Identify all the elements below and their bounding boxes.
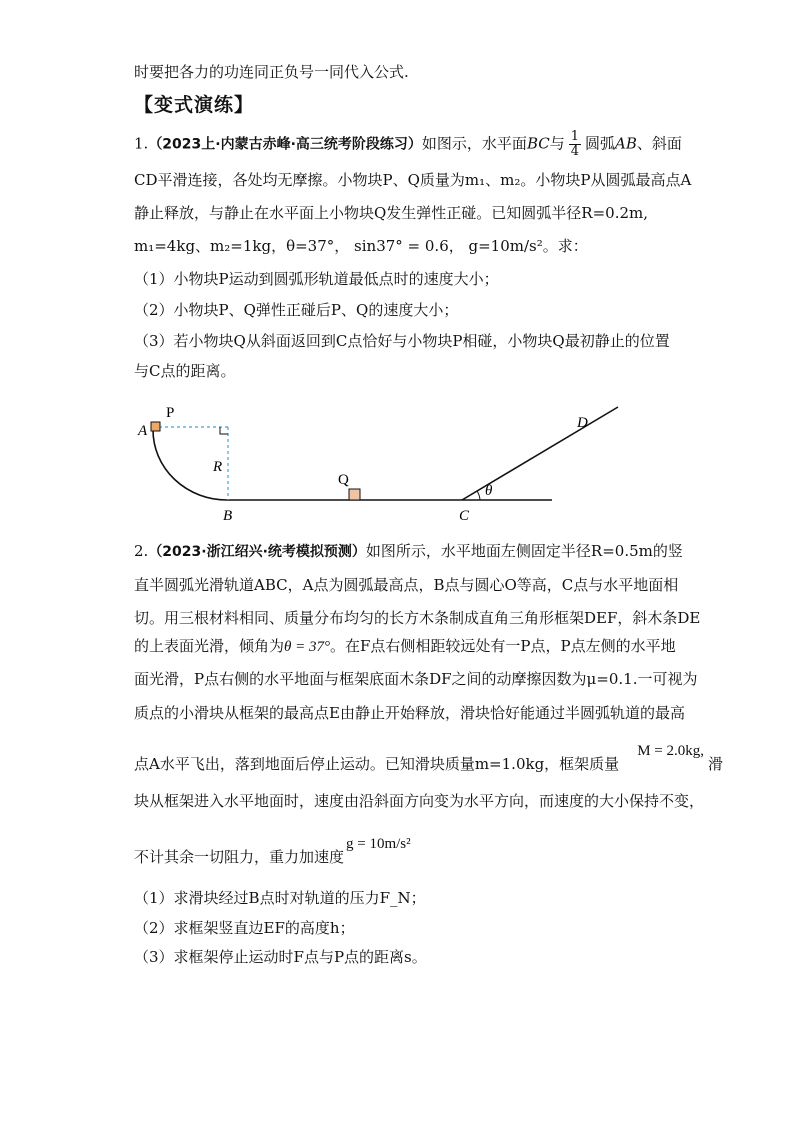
q1-part-3-cont: 与C点的距离。 — [134, 362, 236, 380]
section-title: 【变式演练】 — [134, 94, 255, 116]
label-a: A — [138, 423, 148, 439]
q2-l7-text: 点A水平飞出，落到地面后停止运动。已知滑块质量m=1.0kg，框架质量 — [134, 755, 620, 773]
label-r: R — [213, 459, 223, 475]
q2-line-7 — [134, 743, 723, 775]
fraction-denominator: 4 — [570, 144, 580, 159]
label-p: P — [166, 405, 175, 421]
frame-mass-formula: M = 2.0kg, — [637, 743, 704, 759]
q1-line-3: 静止释放，与静止在水平面上小物块Q发生弹性正碰。已知圆弧半径R=0.2m, — [134, 204, 649, 222]
q1-line-2: CD平滑连接，各处均无摩擦。小物块P、Q质量为m₁、m₂。小物块P从圆弧最高点A — [134, 171, 692, 189]
fraction-numerator: 1 — [570, 129, 580, 144]
q2-l9-text: 不计其余一切阻力，重力加速度 — [134, 848, 345, 866]
block-q — [349, 489, 360, 500]
carryover-text: 时要把各力的功连同正负号一同代入公式. — [134, 63, 409, 81]
q1-line-4: m₁=4kg、m₂=1kg，θ=37°， sin37° = 0.6， g=10m/s²。求： — [134, 237, 588, 255]
theta-37-formula: θ = 37° — [284, 639, 331, 655]
q1-number: 1. — [134, 134, 149, 153]
q2-line-1 — [134, 541, 683, 562]
q2-l7-text-2: 滑 — [707, 755, 723, 773]
q2-l4-text-2: 。在F点右侧相距较远处有一P点，P点左侧的水平地 — [330, 637, 676, 655]
q2-line-6: 质点的小滑块从框架的最高点E由静止开始释放，滑块恰好能通过半圆弧轨道的最高 — [134, 704, 685, 722]
gravity-formula: g = 10m/s² — [346, 836, 411, 852]
label-q: Q — [338, 472, 349, 488]
q1-text: 如图示，水平面 — [421, 134, 527, 153]
q2-line-5: 面光滑，P点右侧的水平地面与框架底面木条DF之间的动摩擦因数为μ=0.1.一可视为 — [134, 670, 698, 688]
label-theta: θ — [485, 483, 493, 499]
label-b: B — [223, 508, 233, 524]
q2-part-1: （1）求滑块经过B点时对轨道的压力F_N； — [134, 889, 426, 907]
label-c: C — [459, 508, 470, 524]
q2-line-2: 直半圆弧光滑轨道ABC，A点为圆弧最高点，B点与圆心O等高，C点与水平地面相 — [134, 576, 679, 594]
q1-line-1 — [134, 130, 682, 159]
q2-number: 2. — [134, 542, 149, 560]
track-figure — [0, 395, 800, 535]
quarter-fraction — [569, 130, 581, 159]
q1-part-1: （1）小物块P运动到圆弧形轨道最低点时的速度大小； — [134, 270, 499, 288]
q2-source: （2023·浙江绍兴·统考模拟预测） — [148, 544, 366, 560]
q1-source: （2023上·内蒙古赤峰·高三统考阶段练习） — [148, 136, 422, 153]
block-p — [151, 422, 160, 431]
q2-line-3: 切。用三根材料相同、质量分布均匀的长方木条制成直角三角形框架DEF，斜木条DE — [134, 609, 701, 627]
q1-text-4: 、斜面 — [636, 134, 682, 153]
right-angle-mark — [220, 427, 228, 434]
q1-part-2: （2）小物块P、Q弹性正碰后P、Q的速度大小； — [134, 301, 459, 319]
q1-text-3: 圆弧 — [585, 134, 616, 153]
q2-line-8: 块从框架进入水平地面时，速度由沿斜面方向变为水平方向，而速度的大小保持不变， — [134, 792, 705, 810]
q2-line-4 — [134, 636, 676, 657]
label-d: D — [577, 415, 588, 431]
q2-l4-text: 的上表面光滑，倾角为 — [134, 637, 285, 655]
q1-bc: BC — [526, 134, 550, 153]
q2-line-9 — [134, 836, 411, 868]
theta-arc — [477, 491, 480, 500]
q2-text: 如图所示，水平地面左侧固定半径R=0.5m的竖 — [365, 542, 683, 560]
q2-part-2: （2）求框架竖直边EF的高度h； — [134, 919, 355, 937]
q1-ab: AB — [615, 134, 637, 153]
q1-text-2: 与 — [549, 134, 565, 153]
q1-part-3: （3）若小物块Q从斜面返回到C点恰好与小物块P相碰，小物块Q最初静止的位置 — [134, 332, 670, 350]
q2-part-3: （3）求框架停止运动时F点与P点的距离s。 — [134, 948, 427, 966]
